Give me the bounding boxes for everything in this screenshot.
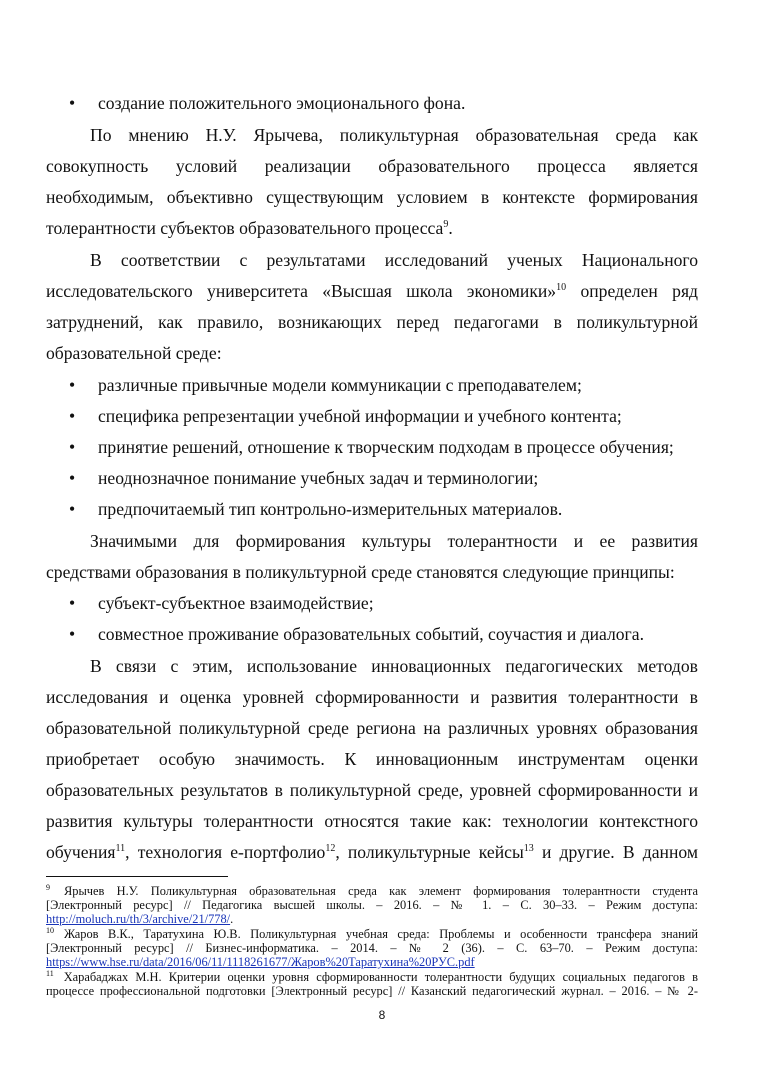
footnote-line: http://moluch.ru/th/3/archive/21/778/. xyxy=(46,912,234,926)
paragraph-line: затруднений, как правило, возникающих перед педагогами в поликультурной xyxy=(46,312,698,332)
footnote-link[interactable]: https://www.hse.ru/data/2016/06/11/1118261677/Жаров%20Таратухина%20РУС.pdf xyxy=(46,955,475,969)
footnote-ref[interactable]: 11 xyxy=(115,843,126,854)
list-item: • предпочитаемый тип контрольно-измерительных материалов. xyxy=(69,499,563,519)
footnote-ref[interactable]: 12 xyxy=(325,843,336,854)
list-item: • неоднозначное понимание учебных задач и терминологии; xyxy=(69,468,539,488)
paragraph-line: образовательной среде: xyxy=(46,343,222,363)
list-item: • специфика репрезентации учебной информации и учебного контента; xyxy=(69,406,622,426)
paragraph-line: Значимыми для формирования культуры толерантности и ее развития xyxy=(90,531,698,551)
list-item: • различные привычные модели коммуникации с преподавателем; xyxy=(69,375,582,395)
paragraph-line: совокупность условий реализации образовательного процесса является xyxy=(46,156,698,176)
footnote-line: [Электронный ресурс] // Бизнес-информатика. – 2014. – № 2 (36). – С. 63–70. – Режим доступа: xyxy=(46,941,698,955)
footnote-line xyxy=(46,956,698,970)
bullet-icon: • xyxy=(69,406,76,426)
bullet-icon: • xyxy=(69,468,76,488)
list-item: • принятие решений, отношение к творческим подходам в процессе обучения; xyxy=(69,437,674,457)
footnote-separator xyxy=(46,876,228,877)
bullet-icon: • xyxy=(69,499,76,519)
bullet-icon: • xyxy=(69,624,76,644)
footnote-line: [Электронный ресурс] // Педагогика высшей школы. – 2016. – № 1. – С. 30–33. – Режим доступа: xyxy=(46,898,698,912)
footnote-9: $^9$ Ярычев Н.У. Поликультурная образовательная среда как элемент формирования толерантности студента xyxy=(46,883,698,898)
bullet-icon: • xyxy=(69,93,76,113)
paragraph-line: По мнению Н.У. Ярычева, поликультурная образовательная среда как xyxy=(90,125,698,145)
bullet-icon: • xyxy=(69,437,76,457)
paragraph-line: толерантности субъектов образовательного процесса$^9$. xyxy=(46,218,453,238)
list-item: • совместное проживание образовательных событий, соучастия и диалога. xyxy=(69,624,644,644)
bullet-icon: • xyxy=(69,375,76,395)
footnote-link[interactable]: http://moluch.ru/th/3/archive/21/778/ xyxy=(46,912,231,926)
footnote-line: процессе профессиональной подготовки [Электронный ресурс] // Казанский педагогический журнал. – 2016. – № 2- xyxy=(46,984,698,998)
list-item: • субъект-субъектное взаимодействие; xyxy=(69,593,374,613)
paragraph-line: В связи с этим, использование инновационных педагогических методов xyxy=(90,656,698,676)
footnote-ref[interactable]: 13 xyxy=(523,843,534,854)
paragraph-line: обучения$^{11}$, технология е-портфолио$^{12}$, поликультурные кейсы$^{13}$ и другие. В данном xyxy=(46,842,698,862)
paragraph-line: приобретает особую значимость. К инновационным инструментам оценки xyxy=(46,749,698,769)
paragraph-line: образовательных результатов в поликультурной среде, уровней сформированности и xyxy=(46,780,698,800)
paragraph-line: средствами образования в поликультурной среде становятся следующие принципы: xyxy=(46,562,675,582)
footnote-ref[interactable]: 9 xyxy=(443,219,449,230)
list-item: • создание положительного эмоционального фона. xyxy=(69,93,466,113)
paragraph-line: необходимым, объективно существующим условием в контексте формирования xyxy=(46,187,698,207)
paragraph-line: развития культуры толерантности относятся такие как: технологии контекстного xyxy=(46,811,698,831)
page-number: 8 xyxy=(378,1008,386,1022)
footnote-10: $^{10}$ Жаров В.К., Таратухина Ю.В. Поликультурная учебная среда: Проблемы и особенности трансфера знаний xyxy=(46,926,698,941)
paragraph-line: исследовательского университета «Высшая школа экономики»$^{10}$ определен ряд xyxy=(46,281,698,301)
footnote-ref[interactable]: 10 xyxy=(556,282,567,293)
paragraph-line: В соответствии с результатами исследований ученых Национального xyxy=(90,250,698,270)
bullet-icon: • xyxy=(69,593,76,613)
paragraph-line: исследования и оценка уровней сформированности и развития толерантности в xyxy=(46,687,698,707)
footnote-11: $^{11}$ Харабаджах М.Н. Критерии оценки уровня сформированности толерантности будущих социальных педагогов в xyxy=(46,969,698,984)
paragraph-line: образовательной поликультурной среде региона на различных уровнях образования xyxy=(46,718,698,738)
